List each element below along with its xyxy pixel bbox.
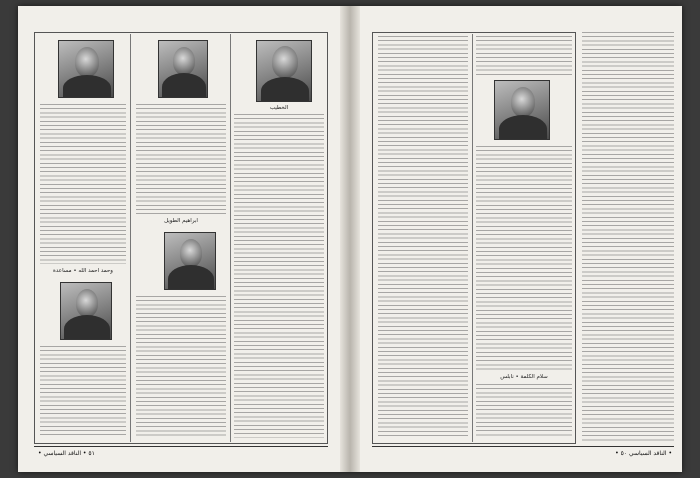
page-footer: ٥١ • الناقد السياسي • — [38, 450, 95, 457]
column-rule — [230, 34, 231, 442]
article-column — [40, 346, 126, 438]
portrait-photo — [164, 232, 216, 290]
footer-rule — [372, 446, 674, 447]
portrait-photo — [494, 80, 550, 140]
article-column — [136, 104, 226, 214]
article-column — [476, 36, 572, 76]
section-heading: ابراهيم الطويل — [164, 218, 198, 224]
article-column — [476, 384, 572, 438]
article-column — [40, 104, 126, 264]
article-column — [234, 114, 324, 438]
article-column — [582, 32, 674, 442]
left-page — [18, 6, 340, 472]
page-footer: • الناقد السياسي ٥٠ • — [615, 450, 672, 457]
column-rule — [130, 34, 131, 442]
portrait-photo — [58, 40, 114, 98]
portrait-photo — [256, 40, 312, 102]
article-column — [136, 296, 226, 438]
magazine-spread — [18, 6, 682, 472]
column-rule — [472, 34, 473, 442]
portrait-photo — [158, 40, 208, 98]
section-heading: الخطيب — [269, 105, 289, 111]
footer-rule — [34, 446, 328, 447]
section-heading: وحمد احمد الله • مساعدة — [53, 268, 113, 274]
page-gutter — [340, 6, 360, 472]
section-heading: سلام الكلمة • نابلس — [500, 374, 548, 380]
right-page — [360, 6, 682, 472]
article-column — [378, 36, 468, 438]
portrait-photo — [60, 282, 112, 340]
article-column — [476, 146, 572, 370]
